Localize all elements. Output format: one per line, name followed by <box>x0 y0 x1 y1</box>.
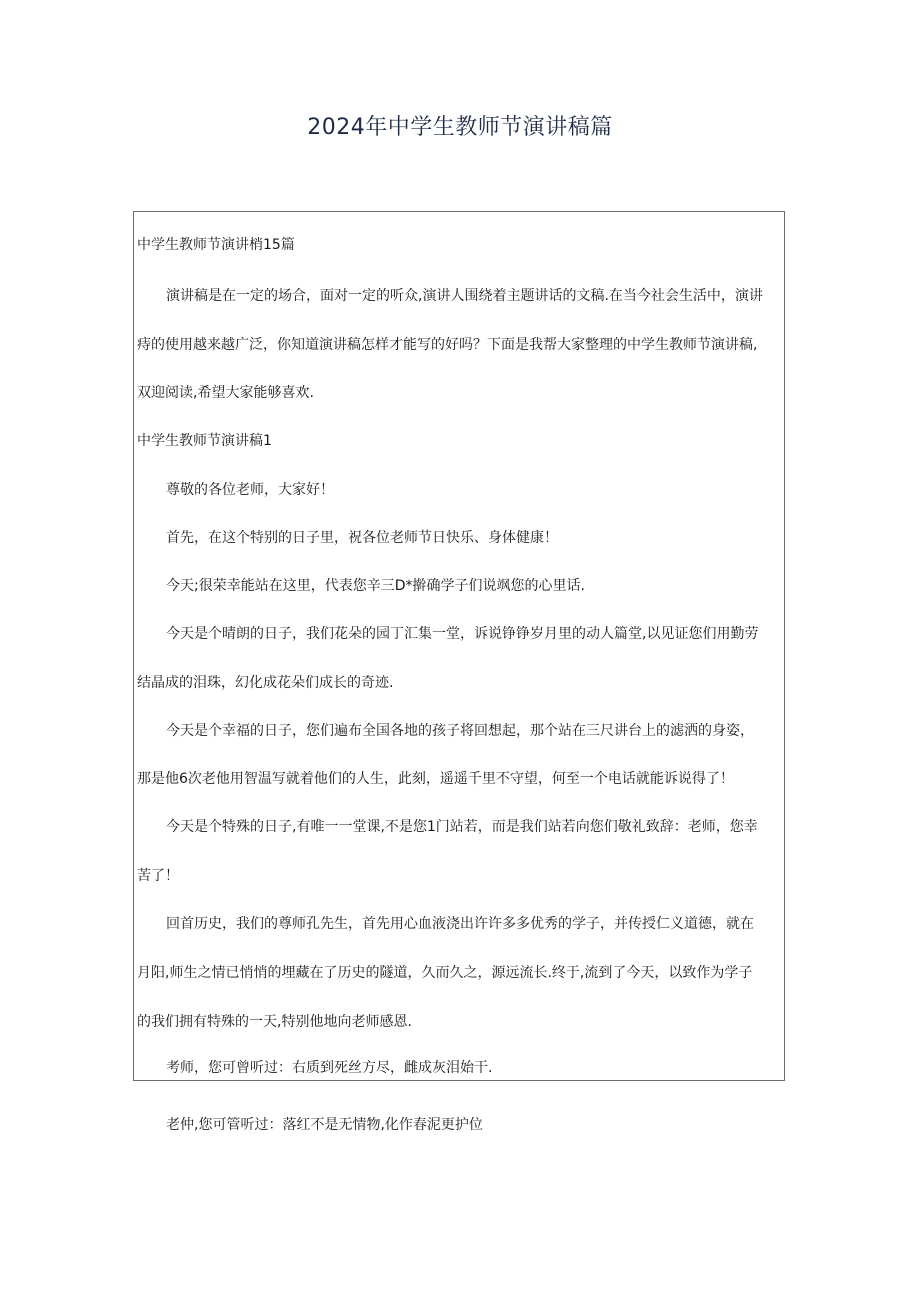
paragraph-line: 结晶成的泪珠，幻化成花朵们成长的奇迹. <box>137 675 394 691</box>
paragraph-line: 那是他6次老他用智温写就着他们的人生，此刻，遥遥千里不守望，何至一个电话就能诉说得了！ <box>137 771 734 787</box>
paragraph-line: 今天是个特殊的日子,有唯一一堂课,不是您1门站若，而是我们站若向您们敬礼致辞：老师，您幸 <box>166 819 758 835</box>
paragraph-line: 尊敬的各位老师，大家好！ <box>166 482 334 498</box>
paragraph-line: 的我们拥有特殊的一天,特别他地向老师感恩. <box>137 1014 412 1030</box>
intro-line-1: 演讲稿是在一定的场合，面对一定的听众,演讲人围绕着主题讲话的文稿.在当今社会生活中，演讲 <box>166 288 763 304</box>
paragraph-line: 回首历史，我们的尊师孔先生，首先用心血液浇出许许多多优秀的学子，并传授仁义道德，就在 <box>166 916 754 932</box>
paragraph-line: 月阳,师生之情已悄悄的埋藏在了历史的隧道，久而久之，源远流长.终于,流到了今天，以致作为学子 <box>137 965 753 981</box>
section-heading: 中学生教师节演讲梢15篇 <box>137 237 295 253</box>
paragraph-line-outside-frame: 老仲,您可管听过：落红不是无情物,化作春泥更护位 <box>166 1117 483 1133</box>
intro-line-2: 痔的使用越来越广泛，你知道演讲稿怎样才能写的好吗？下面是我帮大家整理的中学生教师节演讲稿, <box>137 337 758 353</box>
paragraph-line: 苦了！ <box>137 868 179 884</box>
paragraph-line: 首先，在这个特别的日子里，祝各位老师节日快乐、身体健康！ <box>166 530 558 546</box>
paragraph-line: 今天是个幸福的日子，您们遍布全国各地的孩子将回想起，那个站在三尺讲台上的滤洒的身姿， <box>166 723 754 739</box>
document-title: 2024年中学生教师节演讲稿篇 <box>307 115 613 140</box>
paragraph-line: 今天;很荣幸能站在这里，代表您辛三D*擀确学子们说飒您的心里话. <box>166 578 585 594</box>
paragraph-line: 考师，您可曾听过：右质到死丝方尽，雌成灰泪始干. <box>166 1060 493 1076</box>
paragraph-line: 今天是个晴朗的日子，我们花朵的园丁汇集一堂，诉说铮铮岁月里的动人篇堂,以见证您们用勤劳 <box>166 626 759 642</box>
speech-heading: 中学生教师节演讲稿1 <box>137 433 272 449</box>
intro-line-3: 双迎阅读,希望大家能够喜欢. <box>137 385 314 401</box>
